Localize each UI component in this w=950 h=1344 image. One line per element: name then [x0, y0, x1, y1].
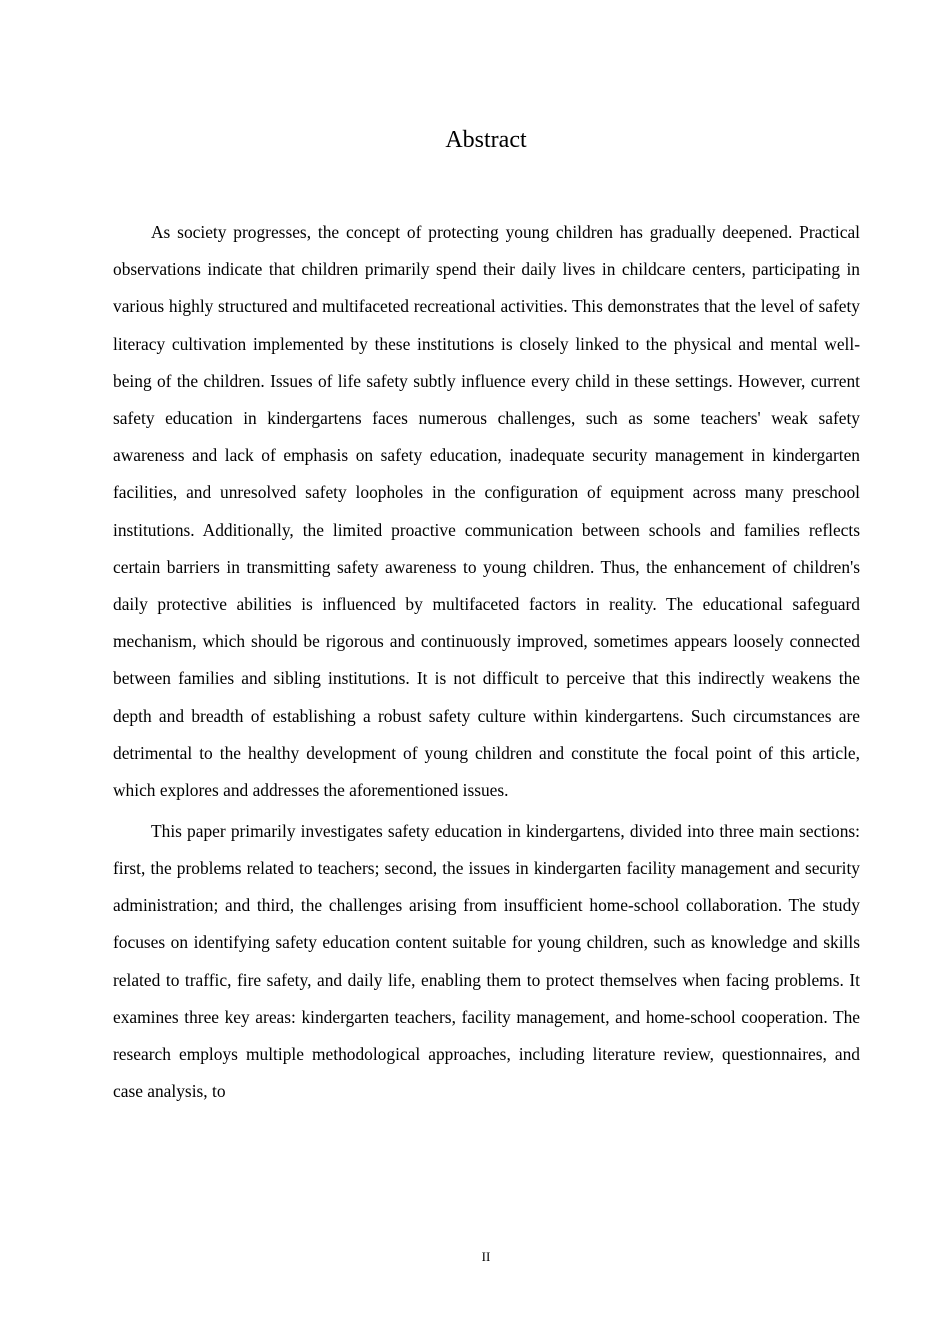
abstract-paragraph-1: As society progresses, the concept of protecting young children has gradually deepened. Practical observations indicate that children primarily spend their daily lives in childcare centers, participating in various highly structured and multifaceted recreational activities. This demonstrates that the level of safety literacy cultivation implemented by these institutions is closely linked to the physical and mental well-being of the children. Issues of life safety subtly influence every child in these settings. However, current safety education in kindergartens faces numerous challenges, such as some teachers' weak safety awareness and lack of emphasis on safety education, inadequate security management in kindergarten facilities, and unresolved safety loopholes in the configuration of equipment across many preschool institutions. Additionally, the limited proactive communication between schools and families reflects certain barriers in transmitting safety awareness to young children. Thus, the enhancement of children's daily protective abilities is influenced by multifaceted factors in reality. The educational safeguard mechanism, which should be rigorous and continuously improved, sometimes appears loosely connected between families and sibling institutions. It is not difficult to perceive that this indirectly weakens the depth and breadth of establishing a robust safety culture within kindergartens. Such circumstances are detrimental to the healthy development of young children and constitute the focal point of this article, which explores and addresses the aforementioned issues.	[113, 222, 860, 801]
abstract-body	[113, 214, 860, 1114]
abstract-paragraph-2: This paper primarily investigates safety education in kindergartens, divided into three main sections: first, the problems related to teachers; second, the issues in kindergarten facility management and security administration; and third, the challenges arising from insufficient home-school collaboration. The study focuses on identifying safety education content suitable for young children, such as knowledge and skills related to traffic, fire safety, and daily life, enabling them to protect themselves when facing problems. It examines three key areas: kindergarten teachers, facility management, and home-school cooperation. The research employs multiple methodological approaches, including literature review, questionnaires, and case analysis, to	[113, 820, 860, 1102]
page-number: II	[481, 1249, 491, 1264]
abstract-title: Abstract	[445, 127, 527, 153]
